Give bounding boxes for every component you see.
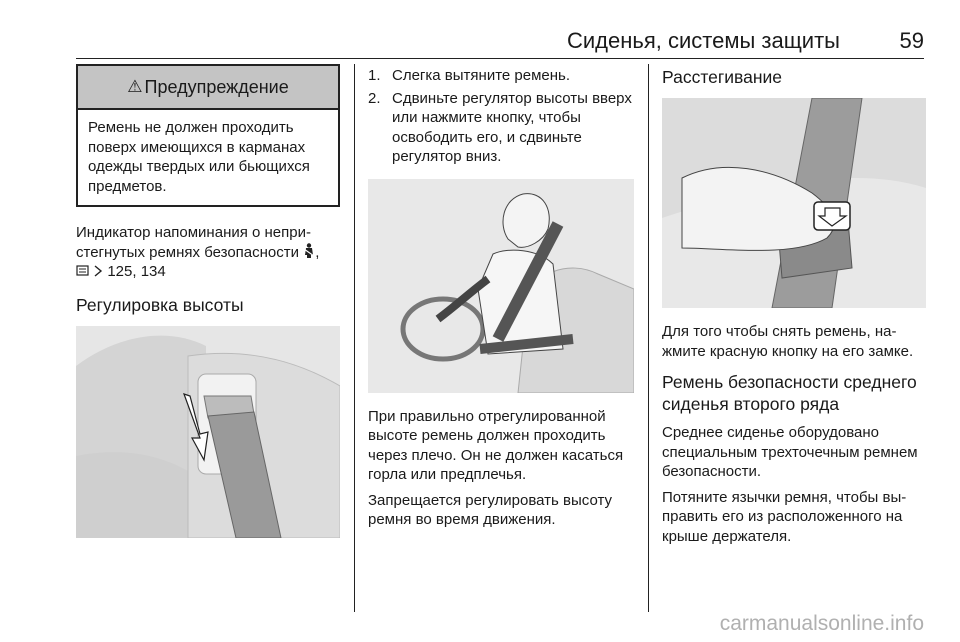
column-2 xyxy=(368,64,634,530)
control-indicator-icon xyxy=(76,263,89,275)
height-adjuster-illustration xyxy=(76,326,340,538)
page-ref-icon xyxy=(93,263,103,275)
seatbelt-person-icon xyxy=(303,243,315,259)
unfasten-heading: Расстегивание xyxy=(662,67,783,87)
column-divider-2 xyxy=(648,64,649,612)
buckle-release-illustration xyxy=(662,98,926,308)
watermark: carmanualsonline.info xyxy=(719,612,924,635)
driver-seatbelt-illustration xyxy=(368,179,634,393)
adjust-paragraph-2: Запрещается регулировать высоту ремня во время движения. xyxy=(368,491,613,528)
page-number: 59 xyxy=(899,28,924,53)
adjust-steps-list xyxy=(368,66,634,167)
list-item: 2. Сдвиньте регулятор высоты вверх или нажмите кнопку, чтобы освободить его, и сдвиньте регулятор вниз. xyxy=(368,89,632,165)
reminder-refs: 125, 134 xyxy=(107,263,166,280)
header-divider xyxy=(76,58,924,59)
reminder-paragraph: Индикатор напоминания о непристегнутых ремнях безопасности , 125, 134 xyxy=(76,224,320,280)
adjust-paragraph-1: При правильно отрегулированной высоте ремень должен проходить через плечо. Он не должен касаться горла или предплечья. xyxy=(368,407,624,483)
second-row-paragraph-2: Потяните язычки ремня, чтобы выправить его из расположенного на крыше держателя. xyxy=(662,488,907,545)
height-adjust-heading: Регулировка высоты xyxy=(76,294,244,315)
warning-title: Предупреждение xyxy=(144,76,289,97)
warning-header xyxy=(78,66,338,110)
warning-triangle-icon: ⚠ xyxy=(127,77,143,96)
column-divider-1 xyxy=(354,64,355,612)
column-1 xyxy=(76,64,340,538)
warning-box xyxy=(76,64,340,207)
second-row-heading: Ремень безопасности среднего сиденья второго ряда xyxy=(662,372,917,414)
list-item: 1. Слегка вытяните ремень. xyxy=(368,67,571,84)
warning-text: Ремень не должен проходить поверх имеющихся в карманах одежды твердых или бьющихся предметов. xyxy=(88,119,310,195)
column-3 xyxy=(662,64,926,546)
unfasten-text: Для того чтобы снять ремень, нажмите красную кнопку на его замке. xyxy=(662,323,914,360)
second-row-paragraph-1: Среднее сиденье оборудовано специальным трехточечным ремнем безопасности. xyxy=(662,424,918,480)
section-title: Сиденья, системы защиты xyxy=(566,28,840,53)
reminder-text: Индикатор напоминания о непристегнутых ремнях безопасности xyxy=(76,224,311,261)
